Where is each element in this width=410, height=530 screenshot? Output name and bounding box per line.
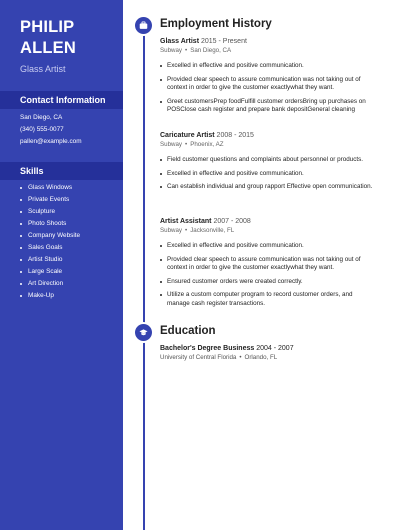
skill-item: Private Events [20,194,80,206]
education-entry [160,345,294,361]
job-bullet: Provided clear speech to assure communication was not taking out of context in order to give the customer exactlywhat they want. [160,256,375,273]
job-bullet: Provided clear speech to assure communication was not taking out of context in order to give the customer exactlywhat they want. [160,76,375,93]
degree-line [160,345,294,352]
job-city: Jacksonville, FL [190,227,235,234]
contact-phone: (340) 555-0077 [20,126,64,133]
skill-item: Make-Up [20,290,80,302]
job-location: Subway • Jacksonville, FL [160,227,235,234]
skills-list [20,182,80,302]
job-header [160,132,375,139]
skill-item: Large Scale [20,266,80,278]
skill-item: Artist Studio [20,254,80,266]
education-heading: Education [160,325,216,337]
contact-heading: Contact Information [0,91,123,109]
job-location: Subway • San Diego, CA [160,47,232,54]
job-company: Subway [160,141,183,148]
job-bullets [160,156,375,192]
job-bullet: Greet customersPrep foodFulfill customer ordersBring up purchases on POSClose cash register and prepare bank depositGeneral cleaning [160,98,375,115]
job-company: Subway [160,227,183,234]
skill-item: Photo Shoots [20,218,80,230]
job-location: Subway • Phoenix, AZ [160,141,224,148]
job-dates: 2008 - 2015 [216,132,254,139]
job-title: Caricature Artist [160,132,215,139]
school-name: University of Central Florida [160,354,237,361]
job-bullet: Can establish individual and group rapport Effective open communication. [160,183,375,192]
job-company: Subway [160,47,183,54]
contact-city: San Diego, CA [20,114,63,121]
job-entry [160,218,375,313]
job-bullet: Excelled in effective and positive communication. [160,62,375,71]
job-bullet: Field customer questions and complaints about personnel or products. [160,156,375,165]
job-title: Glass Artist [160,38,200,45]
job-header [160,38,375,45]
contact-email: pallen@example.com [20,138,82,145]
job-entry [160,38,375,120]
education-dates: 2004 - 2007 [256,345,294,352]
job-header [160,218,375,225]
job-bullets [160,62,375,115]
job-bullet: Utilize a custom computer program to record customer orders, and manage cash register transactions. [160,291,375,308]
job-bullet: Excelled in effective and positive communication. [160,170,375,179]
skill-item: Glass Windows [20,182,80,194]
job-entry [160,132,375,197]
briefcase-icon [135,17,152,34]
job-dates: 2015 - Present [201,38,247,45]
job-bullet: Excelled in effective and positive communication. [160,242,375,251]
job-bullet: Ensured customer orders were created correctly. [160,278,375,287]
graduation-cap-icon [135,324,152,341]
skill-item: Sculpture [20,206,80,218]
job-title: Glass Artist [20,64,66,74]
skills-heading: Skills [0,162,123,180]
first-name: PHILIP [20,18,75,36]
job-dates: 2007 - 2008 [213,218,251,225]
timeline-line [143,26,145,530]
job-title: Artist Assistant [160,218,212,225]
sidebar [0,0,123,530]
job-city: Phoenix, AZ [190,141,224,148]
employment-heading: Employment History [160,18,272,30]
degree: Bachelor's Degree Business [160,345,255,352]
skill-item: Art Direction [20,278,80,290]
school-location: Orlando, FL [244,354,278,361]
job-bullets [160,242,375,308]
skill-item: Company Website [20,230,80,242]
job-city: San Diego, CA [190,47,232,54]
school-line: University of Central Florida • Orlando, FL [160,354,278,361]
candidate-name [20,17,76,59]
last-name: ALLEN [20,39,76,57]
skill-item: Sales Goals [20,242,80,254]
